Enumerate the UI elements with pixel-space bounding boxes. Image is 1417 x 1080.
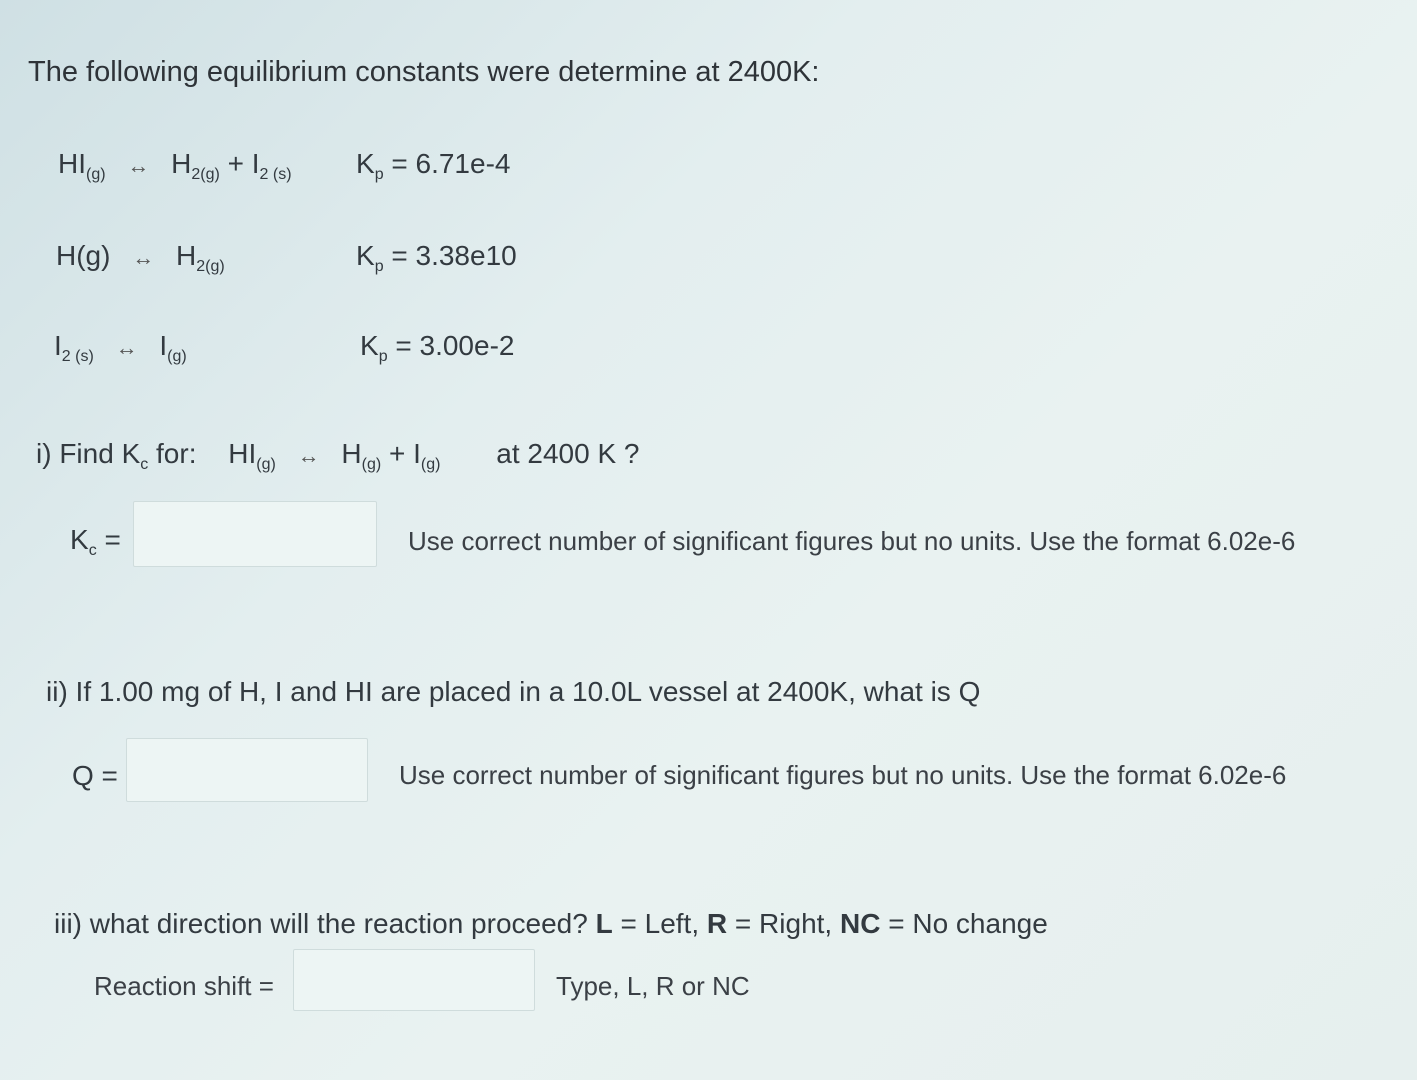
q1-lhs: HI — [228, 438, 257, 469]
eq2-k-label: K — [356, 240, 375, 271]
q3-l-desc: = Left, — [620, 908, 700, 939]
question-2: ii) If 1.00 mg of H, I and HI are placed in a 10.0L vessel at 2400K, what is Q — [46, 676, 981, 707]
kc-label-eq: = — [104, 524, 121, 555]
q-input[interactable] — [126, 738, 368, 802]
eq3-k-value: = 3.00e-2 — [395, 330, 515, 361]
q3-r-desc: = Right, — [734, 908, 833, 939]
eq1-rhs2-sub: 2 (s) — [259, 166, 292, 183]
kc-label-k: K — [70, 524, 89, 555]
kc-label-sub: c — [88, 542, 97, 559]
eq1-k-sub: p — [374, 166, 384, 183]
equilibrium-arrow-icon: ↔ — [297, 443, 320, 468]
eq1-constant — [356, 148, 510, 184]
eq1-k-value: = 6.71e-4 — [391, 148, 511, 179]
q-hint: Use correct number of significant figures but no units. Use the format 6.02e-6 — [399, 760, 1287, 790]
q1-for: for: — [156, 438, 197, 469]
q1-rhs1-sub: (g) — [361, 456, 382, 473]
eq1-rhs1-sub: 2(g) — [191, 166, 220, 183]
q1-suffix: at 2400 K ? — [496, 438, 640, 469]
q1-rhs2: I — [413, 438, 421, 469]
equilibrium-3 — [54, 330, 187, 366]
q1-prefix: i) Find K — [36, 438, 141, 469]
equilibrium-arrow-icon: ↔ — [132, 245, 155, 270]
eq2-lhs: H(g) — [56, 240, 111, 271]
eq2-k-value: = 3.38e10 — [391, 240, 517, 271]
q3-nc-desc: = No change — [888, 908, 1048, 939]
eq1-lhs-state: (g) — [86, 166, 106, 183]
kc-hint: Use correct number of significant figures but no units. Use the format 6.02e-6 — [408, 526, 1296, 556]
eq3-lhs-sub: 2 (s) — [61, 348, 94, 365]
equilibrium-arrow-icon: ↔ — [127, 153, 150, 178]
eq3-rhs1: I — [159, 330, 168, 361]
eq1-rhs2: I — [251, 148, 260, 179]
equilibrium-arrow-icon: ↔ — [115, 335, 138, 360]
equilibrium-2 — [56, 240, 225, 276]
eq3-lhs: I — [54, 330, 62, 361]
q1-rhs1: H — [341, 438, 362, 469]
reaction-shift-label: Reaction shift = — [94, 971, 274, 1001]
eq1-rhs1: H — [171, 148, 192, 179]
eq2-constant — [356, 240, 517, 276]
q1-prefix-sub: c — [140, 456, 149, 473]
eq3-k-label: K — [360, 330, 379, 361]
eq2-k-sub: p — [374, 258, 384, 275]
q3-l: L — [595, 908, 613, 939]
intro-text: The following equilibrium constants were determine at 2400K: — [28, 56, 820, 88]
q3-r: R — [706, 908, 728, 939]
equilibrium-1 — [58, 148, 292, 184]
reaction-shift-hint: Type, L, R or NC — [556, 971, 750, 1001]
eq1-k-label: K — [356, 148, 375, 179]
q1-plus: + — [388, 438, 406, 469]
q1-rhs2-sub: (g) — [420, 456, 441, 473]
kc-input[interactable] — [133, 501, 377, 567]
eq3-constant — [360, 330, 514, 366]
question-1 — [36, 438, 639, 474]
q3-nc: NC — [839, 908, 881, 939]
eq2-rhs1: H — [176, 240, 197, 271]
question-3 — [54, 908, 1048, 940]
eq1-plus: + — [227, 148, 244, 179]
eq1-lhs: HI — [58, 148, 86, 179]
eq3-k-sub: p — [378, 348, 388, 365]
eq3-rhs1-sub: (g) — [167, 348, 187, 365]
kc-label — [70, 524, 121, 560]
reaction-shift-input[interactable] — [293, 949, 535, 1011]
q-label: Q = — [72, 760, 118, 791]
q1-lhs-sub: (g) — [256, 456, 276, 473]
eq2-rhs1-sub: 2(g) — [196, 258, 225, 275]
q3-prefix: iii) what direction will the reaction proceed? — [54, 908, 588, 939]
